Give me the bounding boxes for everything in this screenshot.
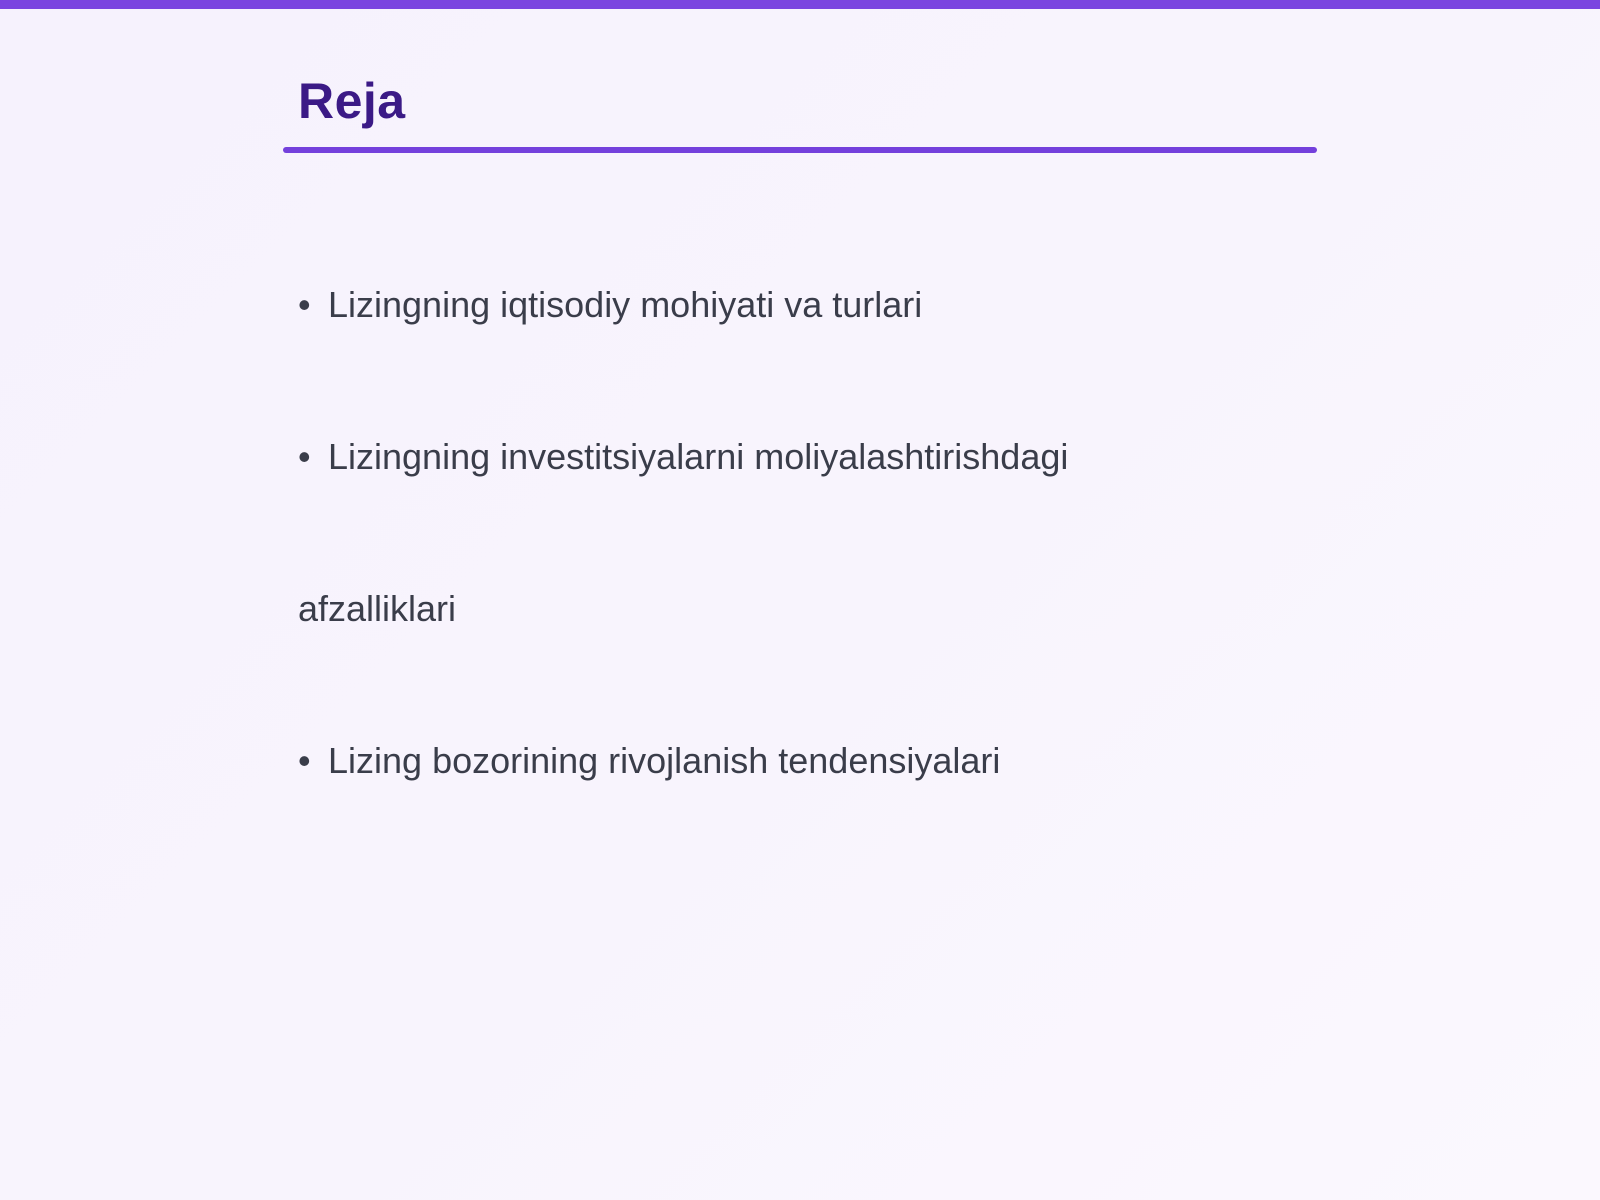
bullet-icon: • <box>298 284 311 325</box>
list-item <box>298 283 922 327</box>
list-item-text: Lizingning investitsiyalarni moliyalashtirishdagi <box>328 436 1069 477</box>
title-underline <box>283 147 1317 153</box>
list-item <box>298 435 1068 479</box>
list-item-continuation <box>298 587 456 631</box>
top-accent-bar <box>0 0 1600 9</box>
list-item <box>298 739 1000 783</box>
list-item-text: afzalliklari <box>298 588 457 629</box>
list-item-text: Lizing bozorining rivojlanish tendensiyalari <box>328 740 1001 781</box>
bullet-icon: • <box>298 740 311 781</box>
bullet-icon: • <box>298 436 311 477</box>
slide-title: Reja <box>298 73 406 129</box>
list-item-text: Lizingning iqtisodiy mohiyati va turlari <box>328 284 923 325</box>
